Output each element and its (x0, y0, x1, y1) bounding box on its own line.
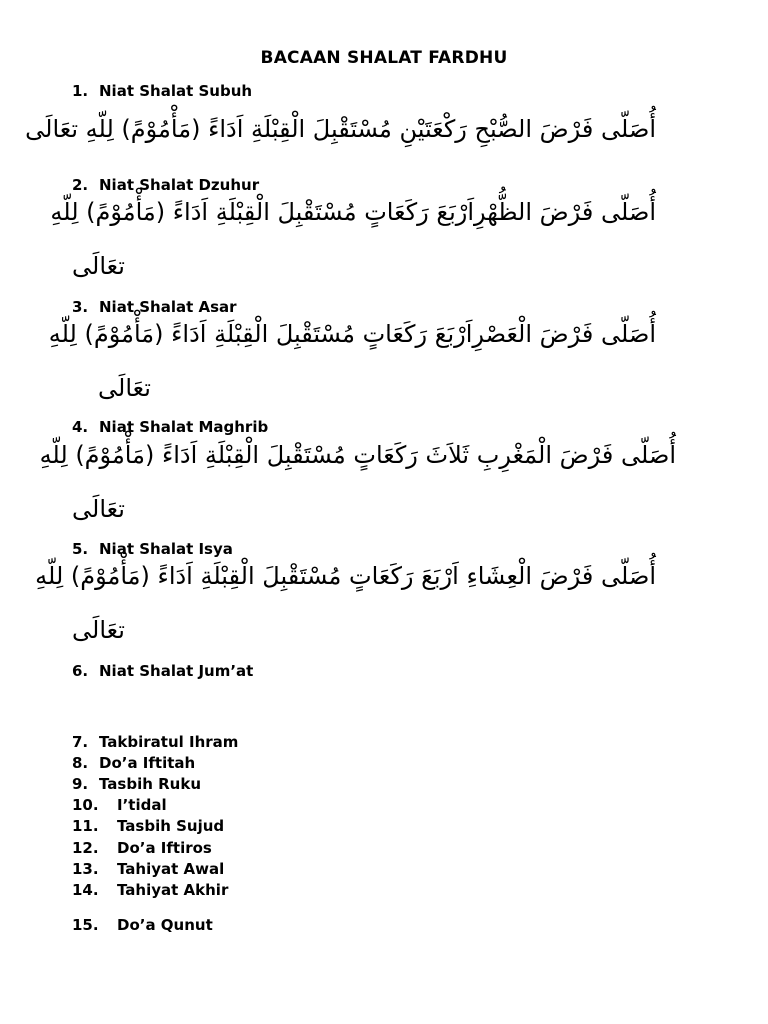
list-item-tahiyat-akhir (72, 881, 228, 899)
list-item-doa-qunut (72, 916, 213, 934)
list-item-takbiratul-ihram (72, 733, 238, 751)
list-item-tasbih-sujud (72, 817, 224, 835)
list-label: Tasbih Ruku (99, 775, 202, 793)
page-title: BACAAN SHALAT FARDHU (260, 48, 508, 68)
niat-arabic-maghrib-line2: تعَالَى (72, 495, 125, 523)
list-label: Do’a Iftiros (117, 839, 212, 857)
niat-arabic-subuh: أُصَلّى فَرْضَ الصُّبْحِ رَكْعَتَيْنِ مُسْتَقْبِلَ الْقِبْلَةِ اَدَاءً (مَأْمُوْمً) لِلّهِ تعَالَى (25, 115, 656, 143)
niat-number: 3. (72, 298, 89, 316)
niat-number: 1. (72, 82, 89, 100)
list-number: 8. (72, 754, 89, 772)
niat-number: 6. (72, 662, 89, 680)
niat-heading-label: Niat Shalat Dzuhur (99, 176, 260, 194)
list-number: 10. (72, 796, 99, 814)
niat-heading-jumat (72, 662, 253, 680)
niat-arabic-dzuhur-line2: تعَالَى (72, 252, 125, 280)
list-label: I’tidal (117, 796, 167, 814)
list-number: 14. (72, 881, 99, 899)
niat-heading-label: Niat Shalat Jum’at (99, 662, 254, 680)
list-label: Tahiyat Akhir (117, 881, 229, 899)
niat-heading-dzuhur (72, 176, 259, 194)
niat-heading-subuh (72, 82, 252, 100)
list-number: 13. (72, 860, 99, 878)
list-label: Takbiratul Ihram (99, 733, 239, 751)
list-item-tasbih-ruku (72, 775, 201, 793)
niat-heading-label: Niat Shalat Maghrib (99, 418, 269, 436)
niat-heading-isya (72, 540, 233, 558)
list-number: 15. (72, 916, 99, 934)
niat-number: 5. (72, 540, 89, 558)
list-number: 7. (72, 733, 89, 751)
niat-heading-label: Niat Shalat Subuh (99, 82, 253, 100)
list-label: Tasbih Sujud (117, 817, 225, 835)
niat-number: 2. (72, 176, 89, 194)
niat-heading-maghrib (72, 418, 268, 436)
niat-heading-asar (72, 298, 237, 316)
list-number: 12. (72, 839, 99, 857)
list-label: Tahiyat Awal (117, 860, 225, 878)
niat-arabic-asar-line1: أُصَلّى فَرْضَ الْعَصْرِاَرْبَعَ رَكَعَاتٍ مُسْتَقْبِلَ الْقِبْلَةِ اَدَاءً (مَأْمُوْمً) لِلّهِ (48, 320, 656, 348)
list-number: 9. (72, 775, 89, 793)
list-label: Do’a Iftitah (99, 754, 196, 772)
list-number: 11. (72, 817, 99, 835)
list-item-doa-iftiros (72, 839, 212, 857)
list-item-doa-iftitah (72, 754, 195, 772)
niat-number: 4. (72, 418, 89, 436)
niat-arabic-isya-line2: تعَالَى (72, 616, 125, 644)
list-label: Do’a Qunut (117, 916, 213, 934)
niat-heading-label: Niat Shalat Asar (99, 298, 237, 316)
niat-arabic-dzuhur-line1: أُصَلّى فَرْضَ الظُّهْرِاَرْبَعَ رَكَعَاتٍ مُسْتَقْبِلَ الْقِبْلَةِ اَدَاءً (مَأْمُوْمً) لِلّهِ (50, 198, 656, 226)
niat-heading-label: Niat Shalat Isya (99, 540, 233, 558)
list-item-tahiyat-awal (72, 860, 224, 878)
niat-arabic-maghrib-line1: أُصَلّى فَرْضَ الْمَغْرِبِ ثَلاَثَ رَكَعَاتٍ مُسْتَقْبِلَ الْقِبْلَةِ اَدَاءً (مَأْمُوْمً) لِلّهِ (39, 441, 676, 469)
list-item-itidal (72, 796, 167, 814)
niat-arabic-isya-line1: أُصَلّى فَرْضَ الْعِشَاءِ اَرْبَعَ رَكَعَاتٍ مُسْتَقْبِلَ الْقِبْلَةِ اَدَاءً (مَأْمُوْمً) لِلّهِ (35, 562, 656, 590)
niat-arabic-asar-line2: تعَالَى (98, 374, 151, 402)
